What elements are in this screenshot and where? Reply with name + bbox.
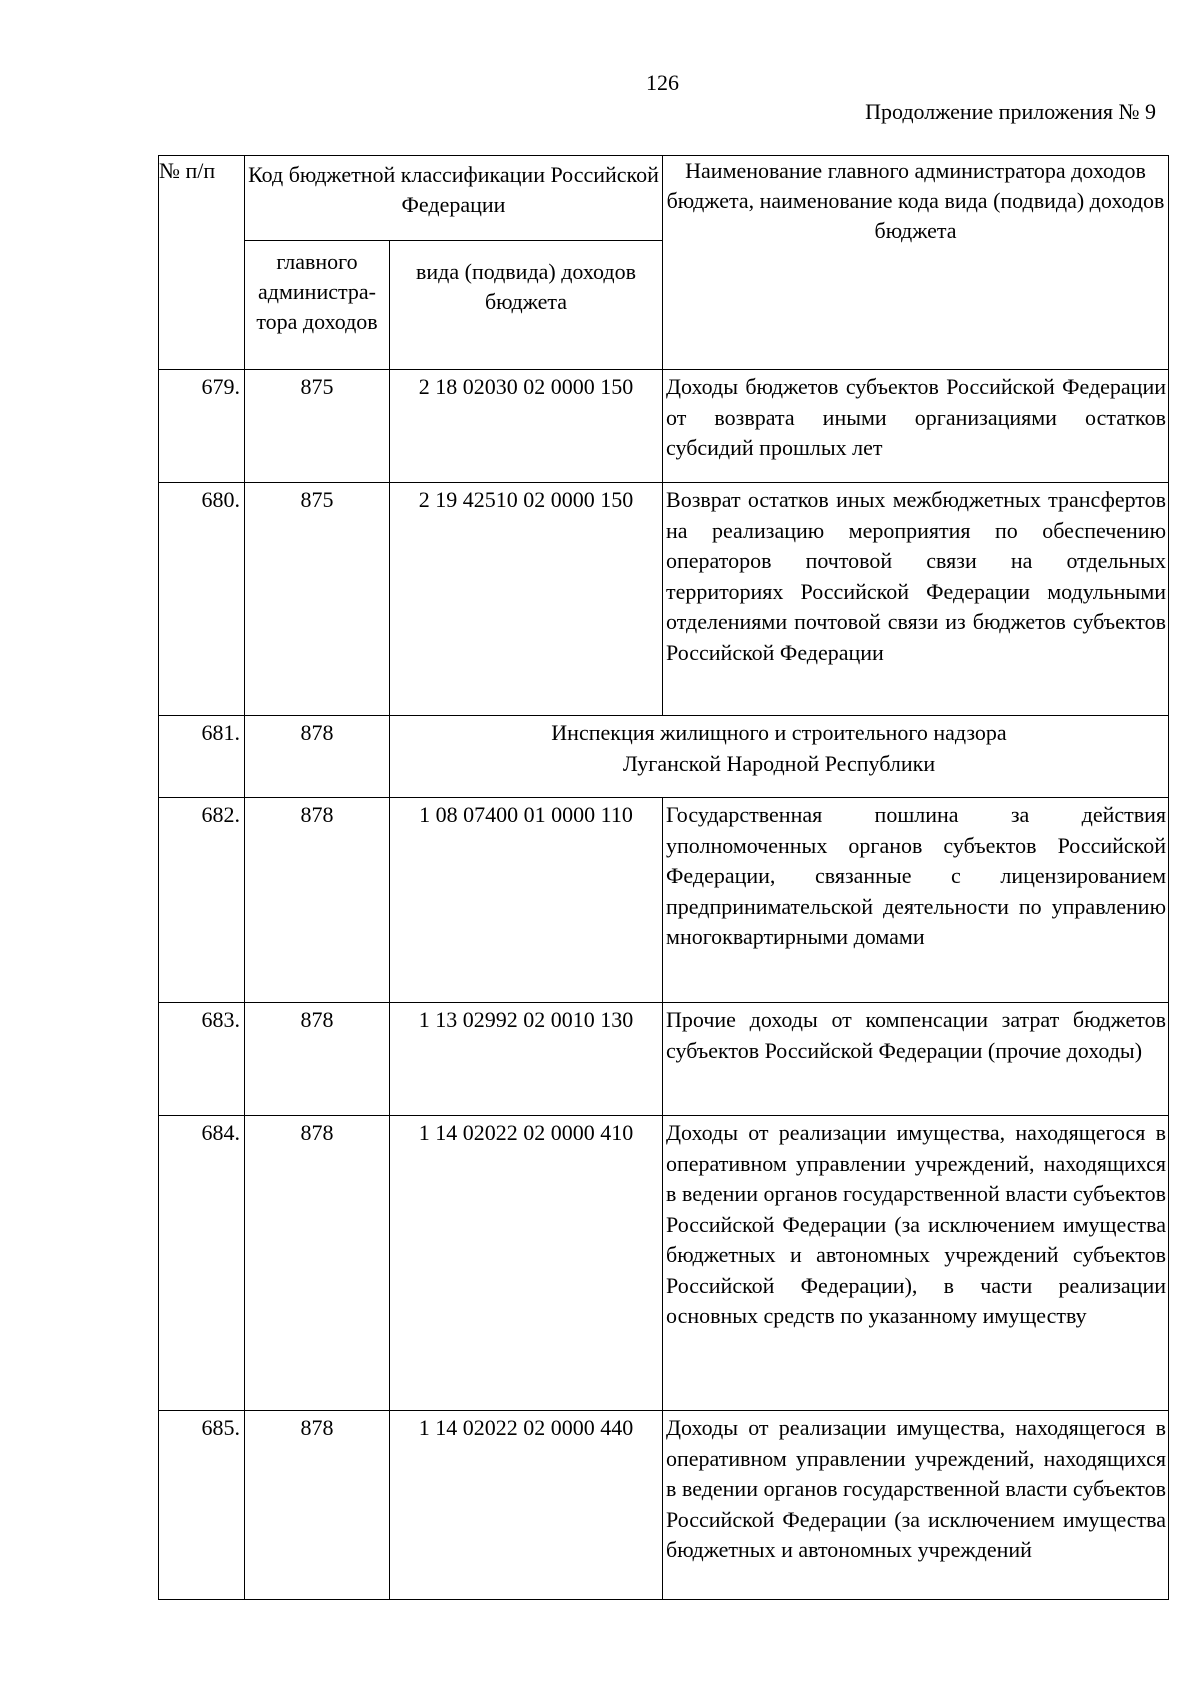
table-row [159, 370, 1169, 483]
row-number: 681. [159, 716, 245, 798]
header-classification-code: Код бюджетной классификации Российской Федерации [245, 156, 663, 241]
section-row [159, 716, 1169, 798]
row-number: 683. [159, 1003, 245, 1116]
income-name: Возврат остатков иных межбюджетных трансфертов на реализацию мероприятия по обеспечению операторов почтовой связи на отдельных территориях Российской Федерации модульными отделениями почтовой связи из бюджетов субъектов Российской Федерации [663, 483, 1169, 716]
table-row [159, 1003, 1169, 1116]
budget-classification-table [158, 155, 1169, 1600]
header-admin-code: главного администра-тора доходов [245, 241, 390, 370]
income-name: Доходы от реализации имущества, находящегося в оперативном управлении учреждений, находящихся в ведении органов государственной власти субъектов Российской Федерации (за исключением имущества бюджетных и автономных учреждений субъектов Российской Федерации), в части реализации основных средств по указанному имуществу [663, 1116, 1169, 1411]
admin-code: 878 [245, 1003, 390, 1116]
section-title-line: Луганской Народной Республики [622, 750, 936, 776]
appendix-continuation-label: Продолжение приложения № 9 [865, 99, 1156, 124]
admin-code: 875 [245, 483, 390, 716]
admin-code: 878 [245, 1116, 390, 1411]
income-code: 1 13 02992 02 0010 130 [390, 1003, 663, 1116]
income-code: 2 18 02030 02 0000 150 [390, 370, 663, 483]
income-code: 1 08 07400 01 0000 110 [390, 798, 663, 1003]
income-code: 2 19 42510 02 0000 150 [390, 483, 663, 716]
row-number: 684. [159, 1116, 245, 1411]
admin-code: 875 [245, 370, 390, 483]
income-code: 1 14 02022 02 0000 440 [390, 1411, 663, 1600]
table-row [159, 798, 1169, 1003]
section-title-line: Инспекция жилищного и строительного надзора [551, 720, 1007, 745]
page-number: 126 [646, 70, 679, 95]
row-number: 685. [159, 1411, 245, 1600]
income-code: 1 14 02022 02 0000 410 [390, 1116, 663, 1411]
table-header [159, 156, 1169, 370]
header-name: Наименование главного администратора доходов бюджета, наименование кода вида (подвида) доходов бюджета [663, 156, 1169, 370]
section-title [390, 716, 1169, 798]
table-row [159, 483, 1169, 716]
income-name: Государственная пошлина за действия уполномоченных органов субъектов Российской Федерации, связанные с лицензированием предпринимательской деятельности по управлению многоквартирными домами [663, 798, 1169, 1003]
header-row-number: № п/п [159, 156, 245, 370]
row-number: 680. [159, 483, 245, 716]
table-row [159, 1116, 1169, 1411]
income-name: Доходы от реализации имущества, находящегося в оперативном управлении учреждений, находящихся в ведении органов государственной власти субъектов Российской Федерации (за исключением имущества бюджетных и автономных учреждений [663, 1411, 1169, 1600]
income-name: Доходы бюджетов субъектов Российской Федерации от возврата иными организациями остатков субсидий прошлых лет [663, 370, 1169, 483]
admin-code: 878 [245, 798, 390, 1003]
admin-code: 878 [245, 1411, 390, 1600]
income-name: Прочие доходы от компенсации затрат бюджетов субъектов Российской Федерации (прочие доходы) [663, 1003, 1169, 1116]
row-number: 679. [159, 370, 245, 483]
admin-code: 878 [245, 716, 390, 798]
row-number: 682. [159, 798, 245, 1003]
header-income-code: вида (подвида) доходов бюджета [390, 241, 663, 370]
table-row [159, 1411, 1169, 1600]
